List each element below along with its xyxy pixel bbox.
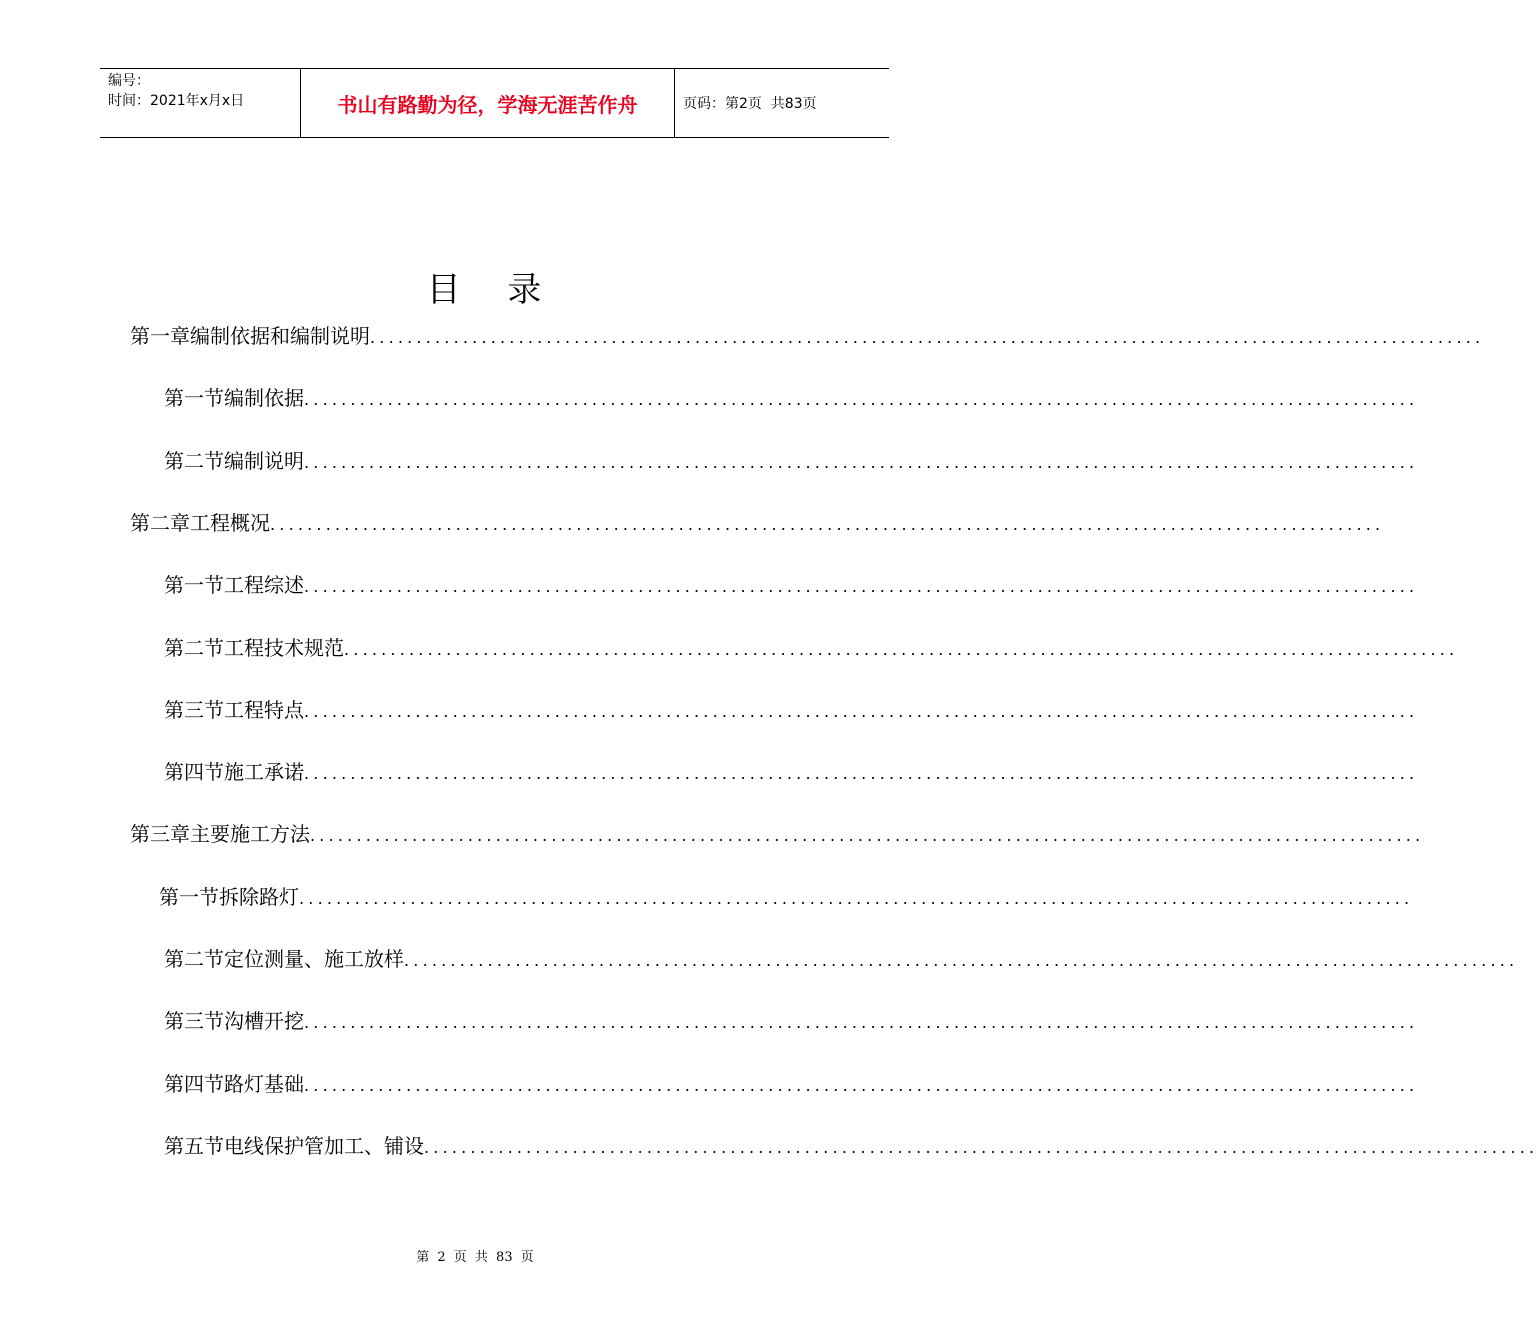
toc-entry-title: 电线保护管加工、铺设 [224,1133,424,1158]
toc-entry-number: 第一章 [130,324,190,348]
toc-entry [164,382,1419,414]
toc-dot-leader: ........................................................................................................................ [310,826,1425,846]
toc-entry-number: 第一节 [164,386,224,411]
toc-entry [164,569,1419,601]
toc-entry [164,445,1419,477]
toc-dot-leader: ........................................................................................................................ [304,701,1419,721]
toc-entry [164,756,1419,788]
toc-entry-number: 第五节 [164,1133,224,1158]
toc-dot-leader: ........................................................................................................................ [370,328,1485,347]
toc-entry-title: 工程特点 [224,697,304,722]
toc-entry-title: 编制依据 [224,386,304,411]
toc-entry [164,694,1419,726]
toc-title: 目 录 [426,270,560,310]
toc-entry-number: 第四节 [164,760,224,785]
toc-entry [159,881,1414,913]
toc-dot-leader: ........................................................................................................................ [304,452,1419,472]
toc-dot-leader: ........................................................................................................................ [304,1075,1419,1095]
toc-dot-leader: ........................................................................................................................ [404,951,1519,970]
toc-entry-number: 第一节 [164,573,224,598]
toc-entry-number: 第三节 [164,697,224,722]
toc-entry-title: 路灯基础 [224,1071,304,1096]
toc-entry-number: 第三章 [130,822,190,847]
toc-entry-title: 拆除路灯 [219,884,299,909]
toc-entry-title: 定位测量、施工放样 [224,947,404,971]
toc-entry-title: 工程技术规范 [224,635,344,660]
toc-entry-number: 第四节 [164,1071,224,1096]
toc-entry [164,1005,1419,1037]
toc-dot-leader: ........................................................................................................................ [344,639,1459,659]
toc-entry-title: 编制依据和编制说明 [190,324,370,348]
header-page-info-text: 页码：第2页 共83页 [683,96,817,112]
toc-entry-number: 第三节 [164,1009,224,1034]
toc-entry-title: 编制说明 [224,448,304,473]
toc-entry [164,632,1459,664]
toc-entry-number: 第二节 [164,947,224,971]
toc-entry [164,1130,1538,1162]
header-motto: 书山有路勤为径，学海无涯苦作舟 [337,92,638,117]
toc-entry-title: 沟槽开挖 [224,1009,304,1034]
toc-entry-title: 工程概况 [190,510,270,535]
toc-entry-number: 第一节 [159,884,219,909]
toc-entry [164,943,1519,975]
toc-dot-leader: ........................................................................................................................ [304,577,1419,597]
toc-entry-number: 第二节 [164,448,224,473]
toc-entry-title: 工程综述 [224,573,304,598]
toc-entry-title: 主要施工方法 [190,822,310,847]
date-label: 时间：2021年x月x日 [108,93,245,109]
toc-dot-leader: ........................................................................................................................ [304,1013,1419,1033]
toc-dot-leader: ........................................................................................................................ [424,1137,1538,1157]
toc-entry [164,1068,1419,1100]
toc-dot-leader: ........................................................................................................................ [304,764,1419,784]
toc-dot-leader: ........................................................................................................................ [270,514,1385,534]
toc-entry-number: 第二章 [130,510,190,535]
page-footer: 第 2 页 共 83 页 [416,1250,534,1265]
toc-entry-number: 第二节 [164,635,224,660]
toc-entry [130,320,1485,352]
toc-entry-title: 施工承诺 [224,760,304,785]
toc-dot-leader: ........................................................................................................................ [304,390,1419,410]
toc-dot-leader: ........................................................................................................................ [299,888,1414,908]
serial-label: 编号： [108,73,150,89]
toc-entry [130,507,1385,539]
toc-entry [130,818,1425,850]
